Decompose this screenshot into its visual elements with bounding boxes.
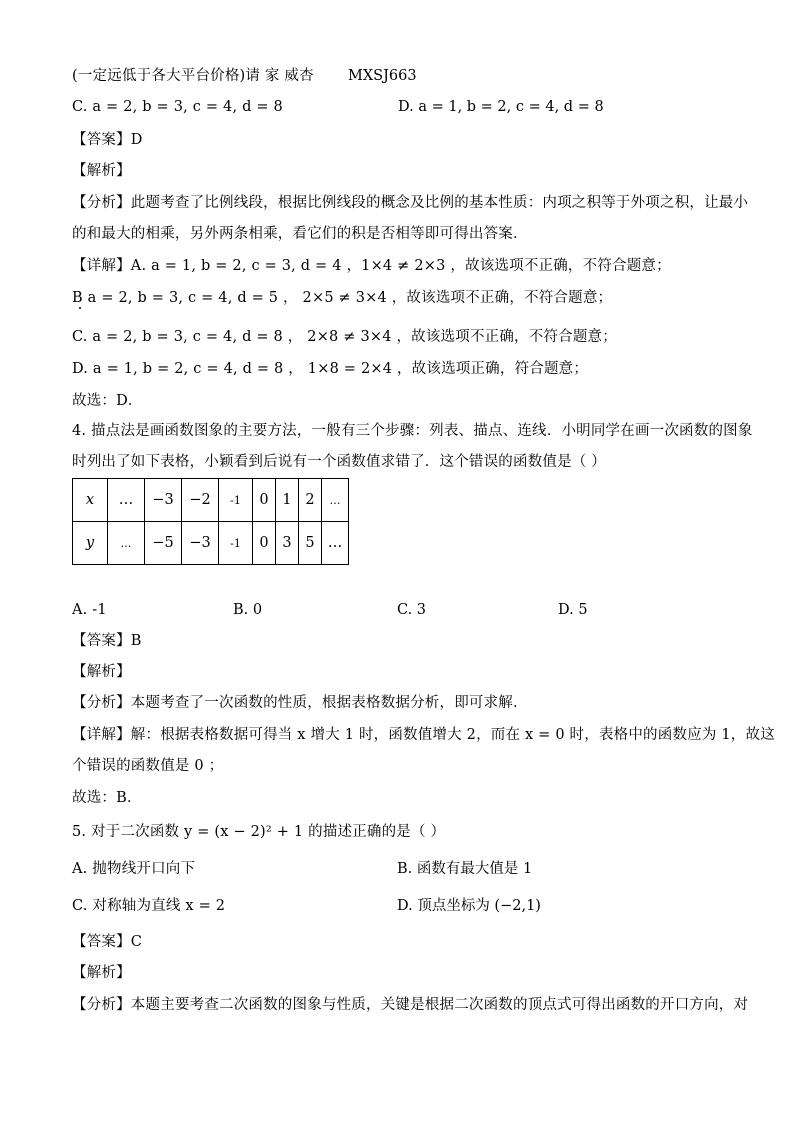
table-cell: 1 (276, 479, 299, 522)
q4-analysis: 【分析】本题考查了一次函数的性质，根据表格数据分析，即可求解． (72, 695, 528, 711)
q4-option-b: B. 0 (233, 602, 263, 618)
q3-detail-d: D. a = 1, b = 2, c = 4, d = 8 ， 1×8 = 2×4 ，故该选项正确，符合题意； (72, 361, 589, 377)
table-cell: -1 (219, 522, 253, 565)
q4-option-c: C. 3 (397, 602, 427, 618)
q5-analysis-heading: 【解析】 (72, 965, 131, 981)
q4-value-table (72, 478, 349, 565)
q3-analysis-line-2: 的和最大的相乘，另外两条相乘，看它们的积是否相等即可得出答案． (72, 226, 528, 242)
table-cell: 5 (299, 522, 322, 565)
q5-stem: 5. 对于二次函数 y = (x − 2)² + 1 的描述正确的是（ ） (72, 824, 446, 840)
table-cell: 3 (276, 522, 299, 565)
q4-option-a: A. -1 (72, 602, 107, 618)
header-code: MXSJ663 (348, 68, 417, 84)
header-note (72, 66, 314, 86)
q4-option-d: D. 5 (558, 602, 588, 618)
q3-analysis-line-1: 【分析】此题考查了比例线段，根据比例线段的概念及比例的基本性质：内项之积等于外项之积，让最小 (72, 195, 749, 211)
table-cell: -1 (219, 479, 253, 522)
q5-analysis-line-1: 【分析】本题主要考查二次函数的图象与性质，关键是根据二次函数的顶点式可得出函数的开口方向，对 (72, 997, 749, 1013)
table-cell: y (73, 522, 108, 565)
table-cell: … (322, 522, 349, 565)
table-row-y (73, 522, 349, 565)
q3-choice: 故选：D． (72, 393, 143, 409)
q5-option-a: A. 抛物线开口向下 (72, 861, 196, 877)
q4-detail-line-2: 个错误的函数值是 0 ； (72, 758, 224, 774)
q4-analysis-heading: 【解析】 (72, 664, 131, 680)
stray-dot (79, 307, 81, 309)
table-cell: 2 (299, 479, 322, 522)
q5-answer: 【答案】C (72, 934, 143, 950)
q3-option-d: D. a = 1, b = 2, c = 4, d = 8 (398, 99, 604, 115)
q3-detail-b: B a = 2, b = 3, c = 4, d = 5 ， 2×5 ≠ 3×4 ，故该选项不正确，不符合题意； (72, 290, 613, 306)
table-cell: … (108, 479, 145, 522)
table-cell: … (322, 479, 349, 522)
q5-option-b: B. 函数有最大值是 1 (397, 861, 533, 877)
table-cell: −5 (145, 522, 182, 565)
table-row-x (73, 479, 349, 522)
table-cell: x (73, 479, 108, 522)
table-cell: −2 (182, 479, 219, 522)
q4-choice: 故选：B． (72, 790, 142, 806)
table-cell: 0 (253, 479, 276, 522)
q3-option-c: C. a = 2, b = 3, c = 4, d = 8 (72, 99, 283, 115)
q3-analysis-heading: 【解析】 (72, 163, 131, 179)
table-cell: 0 (253, 522, 276, 565)
table-cell: … (108, 522, 145, 565)
q4-stem-line-2: 时列出了如下表格，小颖看到后说有一个函数值求错了．这个错误的函数值是（ ） (72, 454, 607, 470)
q3-answer: 【答案】D (72, 132, 143, 148)
q3-detail-a: 【详解】A. a = 1, b = 2, c = 3, d = 4 ，1×4 ≠ 2×3 ，故该选项不正确，不符合题意； (72, 258, 671, 274)
q5-option-d: D. 顶点坐标为 (−2,1) (397, 898, 541, 914)
table-cell: −3 (182, 522, 219, 565)
q4-answer: 【答案】B (72, 633, 142, 649)
table-cell: −3 (145, 479, 182, 522)
header-note-text: (一定远低于各大平台价格)请 家 威杏 (72, 68, 314, 84)
q4-stem-line-1: 4. 描点法是画函数图象的主要方法，一般有三个步骤：列表、描点、连线．小明同学在画一次函数的图象 (72, 423, 753, 439)
q5-option-c: C. 对称轴为直线 x = 2 (72, 898, 226, 914)
q3-detail-c: C. a = 2, b = 3, c = 4, d = 8 ， 2×8 ≠ 3×4 ，故该选项不正确，不符合题意； (72, 329, 617, 345)
q4-detail-line-1: 【详解】解：根据表格数据可得当 x 增大 1 时，函数值增大 2，而在 x = 0 时，表格中的函数应为 1，故这 (72, 727, 775, 743)
